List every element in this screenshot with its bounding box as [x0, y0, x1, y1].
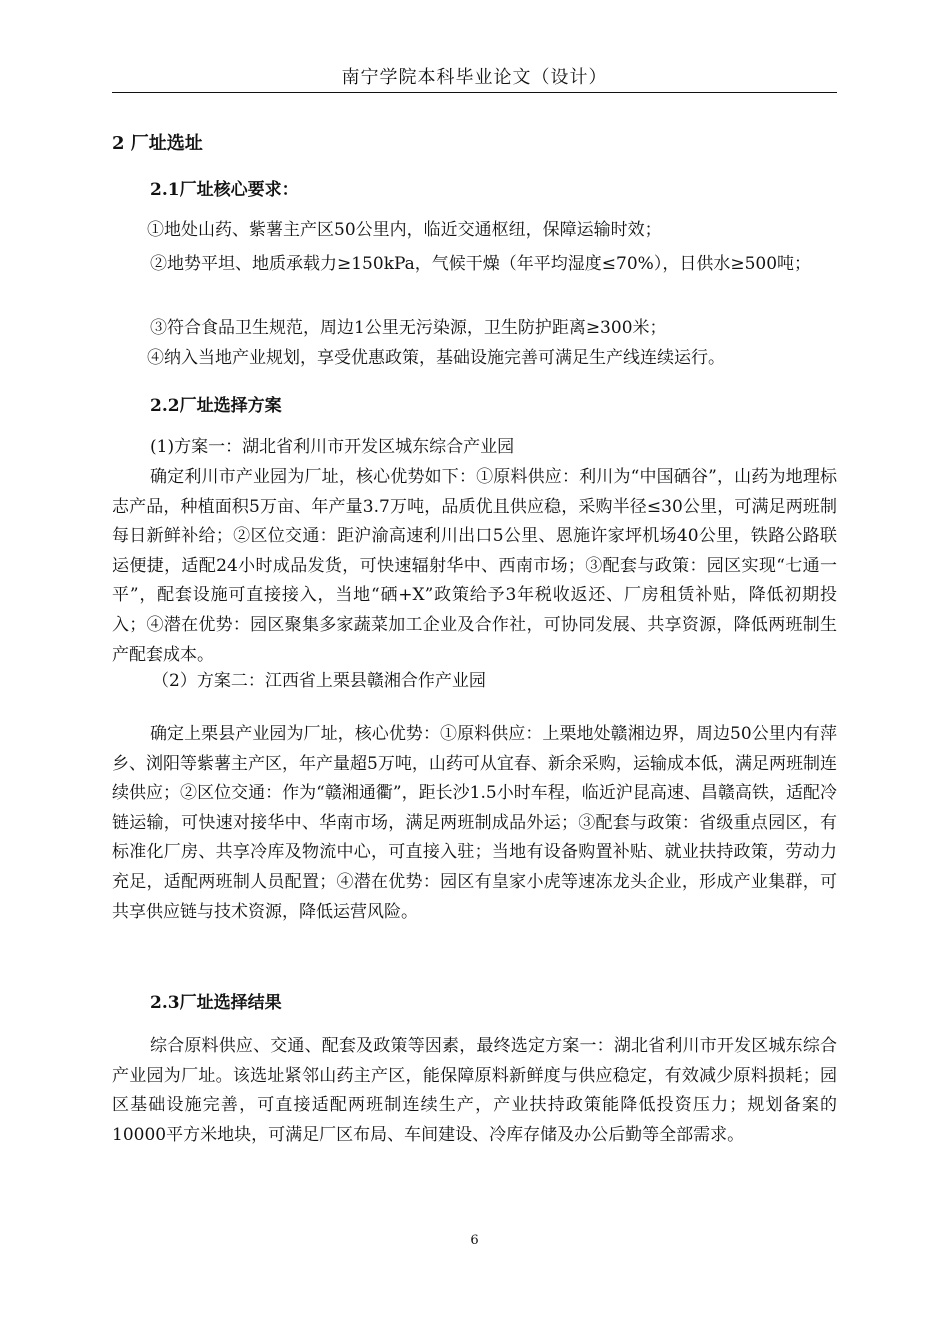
section-title: 2 厂址选址 — [112, 133, 203, 154]
plan1-text: 确定利川市产业园为厂址，核心优势如下：①原料供应：利川为“中国硒谷”，山药为地理标志产品，种植面积5万亩、年产量3.7万吨，品质优且供应稳，采购半径≤30公里，可满足两班制每日新鲜补给；②区位交通：距沪渝高速利川出口5公里、恩施许家坪机场40公里，铁路公路联运便捷，适配24小时成品发货，可快速辐射华中、西南市场；③配套与政策：园区实现“七通一平”，配套设施可直接接入，当地“硒+X”政策给予3年税收返还、厂房租赁补贴，降低初期投入；④潜在优势：园区聚集多家蔬菜加工企业及合作社，可协同发展、共享资源，降低两班制生产配套成本。 — [112, 467, 837, 665]
requirement-item-2: ②地势平坦、地质承载力≥150kPa，气候干燥（年平均湿度≤70%），日供水≥500吨； — [150, 254, 812, 274]
requirement-item-1: ①地处山药、紫薯主产区50公里内，临近交通枢纽，保障运输时效； — [147, 220, 662, 240]
page-header: 南宁学院本科毕业论文（设计） — [341, 67, 608, 88]
page-number: 6 — [470, 1233, 479, 1248]
plan2-text: 确定上栗县产业园为厂址，核心优势：①原料供应：上栗地处赣湘边界，周边50公里内有萍乡、浏阳等紫薯主产区，年产量超5万吨，山药可从宜春、新余采购，运输成本低，满足两班制连续供应；②区位交通：作为“赣湘通衢”，距长沙1.5小时车程，临近沪昆高速、昌赣高铁，适配冷链运输，可快速对接华中、华南市场，满足两班制成品外运；③配套与政策：省级重点园区，有标准化厂房、共享冷库及物流中心，可直接入驻；当地有设备购置补贴、就业扶持政策，劳动力充足，适配两班制人员配置；④潜在优势：园区有皇家小虎等速冻龙头企业，形成产业集群，可共享供应链与技术资源，降低运营风险。 — [112, 724, 837, 922]
subsection-title-2-2: 2.2厂址选择方案 — [150, 396, 282, 416]
subsection-title-2-3: 2.3厂址选择结果 — [150, 993, 282, 1013]
header-rule — [112, 92, 837, 93]
requirement-item-3: ③符合食品卫生规范，周边1公里无污染源，卫生防护距离≥300米； — [150, 318, 667, 338]
result-text: 综合原料供应、交通、配套及政策等因素，最终选定方案一：湖北省利川市开发区城东综合产业园为厂址。该选址紧邻山药主产区，能保障原料新鲜度与供应稳定，有效减少原料损耗；园区基础设施完善，可直接适配两班制连续生产，产业扶持政策能降低投资压力；规划备案的10000平方米地块，可满足厂区布局、车间建设、冷库存储及办公后勤等全部需求。 — [112, 1036, 837, 1145]
subsection-title-2-1: 2.1厂址核心要求： — [150, 180, 299, 200]
plan1-title: (1)方案一：湖北省利川市开发区城东综合产业园 — [150, 437, 515, 457]
requirement-item-4: ④纳入当地产业规划，享受优惠政策，基础设施完善可满足生产线连续运行。 — [147, 348, 725, 368]
plan2-title: （2）方案二：江西省上栗县赣湘合作产业园 — [152, 671, 486, 691]
